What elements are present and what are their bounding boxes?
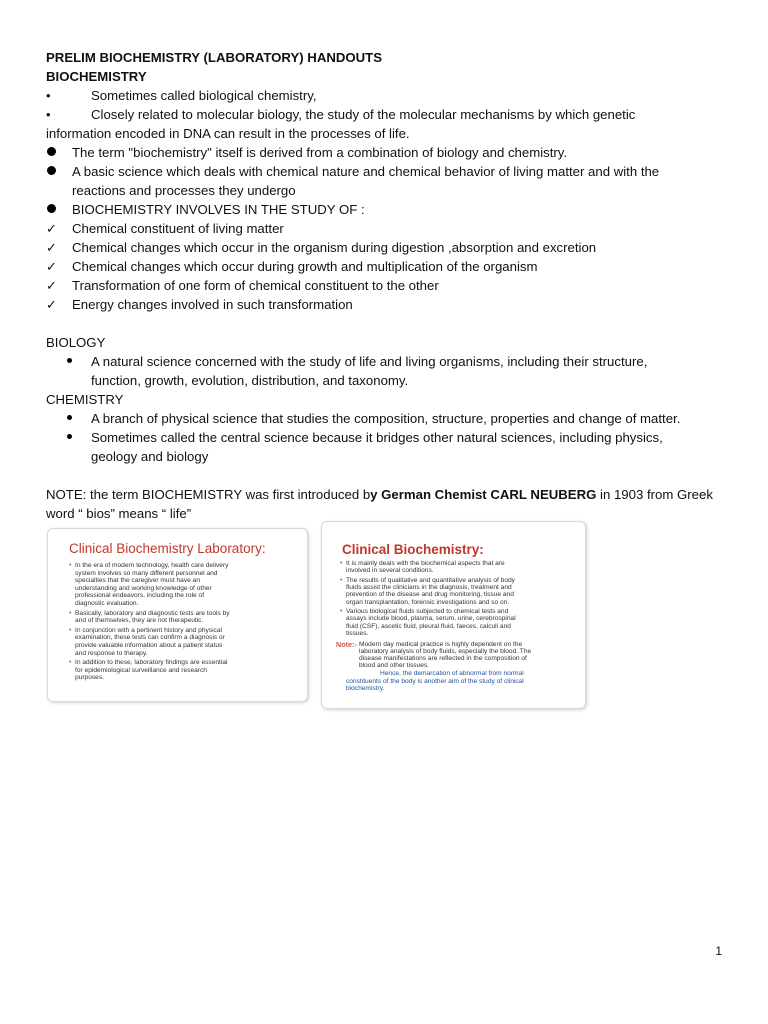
check-item: Chemical changes which occur in the organism during digestion ,absorption and excretion [72,240,597,255]
bullet-dot [47,147,56,156]
slide-hence-line: constituents of the body is another aim of the study of clinical [346,677,524,685]
biology-line-2: function, growth, evolution, distribution, and taxonomy. [91,373,409,388]
biochem-bullet-2-line-1: Closely related to molecular biology, the study of the molecular mechanisms by which genetic [91,107,636,122]
slide-note-line: laboratory analysis of body fluids, especially the blood. The [359,647,532,655]
check-mark-icon: ✓ [46,259,57,274]
slide-item-line: and response to therapy. [75,649,148,657]
check-mark-icon: ✓ [46,221,57,236]
slide-item-line: fluids assist the clinicians in the diagnosis, treatment and [346,584,512,592]
slide-item-line: specialties that the caregiver must have an [75,577,200,585]
document-title: PRELIM BIOCHEMISTRY (LABORATORY) HANDOUTS [46,50,383,65]
slide-bullet: • [69,659,72,667]
slide-item-line: provide valuable information about a patient status [75,642,223,649]
check-item: Transformation of one form of chemical constituent to the other [72,278,439,293]
biochem-dot-3: BIOCHEMISTRY INVOLVES IN THE STUDY OF : [72,202,365,217]
check-mark-icon: ✓ [46,278,57,293]
note-line-1 [46,485,713,504]
slide-item-line: purposes. [75,674,104,682]
slide-title: Clinical Biochemistry: [342,542,484,557]
note-text-end: in 1903 from Greek [596,487,713,502]
slide-note-line: blood and other tissues. [359,662,430,670]
slide-item-line: prevention of the disease and drug monitoring, tissue and [346,591,514,599]
slide-item-line: diagnostic evaluation. [75,600,139,607]
slide-item-line: tissues. [346,629,369,637]
bullet-dot [47,204,56,213]
bullet-dot [47,166,56,175]
clinical-biochemistry-laboratory-slide [47,528,308,702]
slide-hence-line: Hence, the demarcation of abnormal from normal [380,670,524,678]
slide-item-line: assays include blood, plasma, serum, urine, cerebrospinal [346,615,516,623]
heading-biology: BIOLOGY [46,335,106,350]
slide-bullet: • [69,609,72,617]
slide-bullet: • [340,576,343,584]
slide-item-line: Basically, laboratory and diagnostic tests are tools by • [69,609,230,617]
check-mark-icon: ✓ [46,297,57,312]
slide-bullet: • [69,562,72,569]
chemistry-bullet-2-line-1: Sometimes called the central science because it bridges other natural sciences, including physics, [91,430,663,445]
slide-bullet: • [69,626,72,634]
slide-item-line: It is mainly deals with the biochemical aspects that are • [340,560,505,567]
check-item: Chemical constituent of living matter [72,221,284,236]
heading-biochemistry: BIOCHEMISTRY [46,69,147,84]
slide-note-line: Modern day medical practice is highly dependent on the [359,640,523,648]
biology-line-1: A natural science concerned with the study of life and living organisms, including their structure, [91,354,648,369]
slide-item-line: In the era of modern technology, health care delivery • [69,562,229,569]
check-item: Chemical changes which occur during growth and multiplication of the organism [72,259,538,274]
slide-item-line: system involves so many different personnel and [75,569,218,577]
note-text: NOTE: the term BIOCHEMISTRY was first introduced b [46,487,371,502]
biochem-dot-2-line-2: reactions and processes they undergo [72,183,296,198]
chemistry-bullet-1: A branch of physical science that studies the composition, structure, properties and change of matter. [91,411,681,426]
biochem-bullet-2-line-2: information encoded in DNA can result in the processes of life. [46,126,410,141]
slide-item-line: In conjunction with a pertinent history and physical • [69,626,222,634]
slide-note-label: Note:- [336,639,357,649]
biochem-dot-1: The term "biochemistry" itself is derived from a combination of biology and chemistry. [72,145,568,160]
slide-item-line: and of themselves, they are not therapeutic. [75,617,204,625]
slide-item-line: fluid (CSF), ascetic fluid, pleural fluid, faeces, calculi and [346,622,511,630]
note-line-2: word “ bios” means “ life” [46,506,192,521]
slide-item-line: professional endeavors, including the role of [75,592,205,600]
slide-item-line: involved in several conditions. [346,567,434,575]
biochem-dot-2-line-1: A basic science which deals with chemical nature and chemical behavior of living matter and with the [72,164,660,179]
slide-item-line: understanding and working knowledge of other [75,584,212,592]
page-number: 1 [715,944,722,958]
slide-title: Clinical Biochemistry Laboratory: [69,541,266,556]
slide-item-line: examination, these tests can confirm a diagnosis or [75,634,225,642]
slide-item-line: for epidemiological surveillance and research [75,666,207,674]
slide-item-line: Various biological fluids subjected to chemical tests and • [340,608,509,616]
slide-note-line: disease manifestations are reflected in the composition of [359,654,527,662]
bullet-dot [67,415,72,420]
clinical-biochemistry-slide [321,521,586,709]
slide-bullet: • [340,560,343,567]
bullet-marker: • [46,88,51,103]
bullet-marker: • [46,107,51,122]
slide-item-line: The results of qualitative and quantitative analysis of body • [340,576,515,584]
slide-item-line: In addition to these, laboratory findings are essential • [69,659,228,667]
chemistry-bullet-2-line-2: geology and biology [91,449,209,464]
slide-hence-line: biochemistry. [346,684,385,692]
heading-chemistry: CHEMISTRY [46,392,124,407]
bullet-dot [67,434,72,439]
check-mark-icon: ✓ [46,240,57,255]
note-emphasis: y German Chemist CARL NEUBERG [370,487,597,502]
slide-item-line: organ transplantation, forensic investigations and so on. [346,598,510,606]
bullet-dot [67,358,72,363]
slide-bullet: • [340,608,343,616]
biochem-bullet-1: Sometimes called biological chemistry, [91,88,317,103]
check-item: Energy changes involved in such transformation [72,297,353,312]
